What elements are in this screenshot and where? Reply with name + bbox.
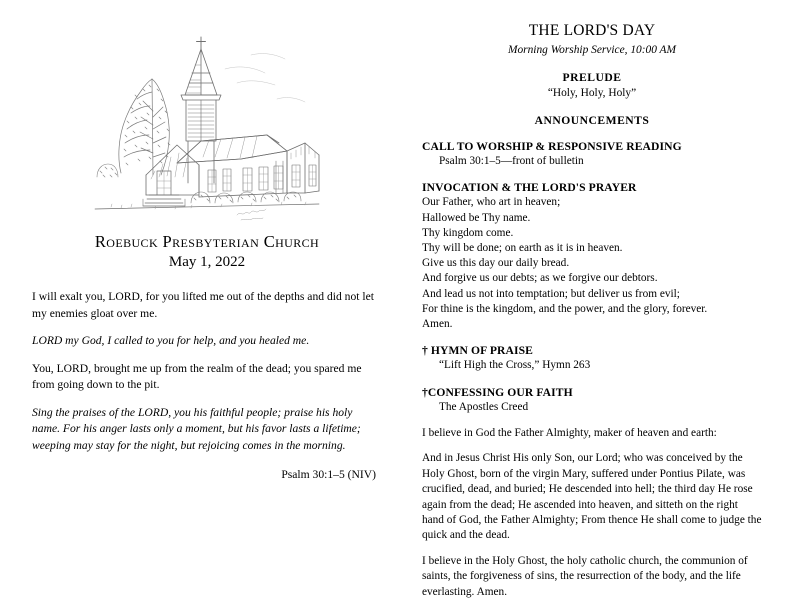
creed-paragraph: I believe in God the Father Almighty, maker of heaven and earth: (422, 426, 717, 439)
left-column (32, 22, 382, 481)
confessing-our-faith-label: CONFESSING OUR FAITH (427, 385, 573, 399)
confessing-our-faith-detail: The Apostles Creed (439, 400, 529, 413)
scripture-verse: You, LORD, brought me up from the realm of the dead; you spared me from going down to the pit. (32, 361, 362, 392)
prayer-line: Thy kingdom come. (422, 226, 514, 239)
call-to-worship-heading: CALL TO WORSHIP & RESPONSIVE READING (422, 139, 682, 153)
creed-paragraph: And in Jesus Christ His only Son, our Lord; who was conceived by the Holy Ghost, born of the virgin Mary, suffered under Pontius Pilate, was crucified, dead, and buried; He descended into hell; the third day He rose again from the dead; He ascended into heaven, and sitteth on the right hand of God, the Father Almighty; From thence He shall come to judge the quick and the dead. (422, 452, 762, 542)
church-line-drawing (32, 22, 382, 227)
dagger-symbol: † (422, 344, 428, 358)
apostles-creed-text (422, 426, 762, 600)
prelude-heading: PRELUDE (562, 71, 622, 85)
confessing-our-faith-heading (422, 385, 762, 400)
service-title: THE LORD'S DAY (528, 22, 656, 39)
church-name: Roebuck Presbyterian Church (94, 232, 320, 251)
prayer-line: Hallowed be Thy name. (422, 211, 531, 224)
prayer-line: Give us this day our daily bread. (422, 257, 570, 270)
scripture-verse: Sing the praises of the LORD, you his faithful people; praise his holy name. For his anger lasts only a moment, but his favor lasts a lifetime; weeping may stay for the night, but rejoicing comes in the morning. (32, 405, 361, 452)
creed-paragraph: I believe in the Holy Ghost, the holy catholic church, the communion of saints, the forgiveness of sins, the resurrection of the body, and the life everlasting. Amen. (422, 554, 748, 598)
call-to-worship-detail: Psalm 30:1–5—front of bulletin (439, 155, 584, 167)
lords-prayer-text (422, 195, 762, 332)
prayer-line: For thine is the kingdom, and the power, and the glory, forever. (422, 302, 708, 315)
hymn-of-praise-detail: “Lift High the Cross,” Hymn 263 (439, 359, 591, 372)
prayer-line: And forgive us our debts; as we forgive our debtors. (422, 272, 658, 285)
announcements-heading: ANNOUNCEMENTS (534, 113, 650, 127)
hymn-of-praise-label: HYMN OF PRAISE (430, 344, 533, 358)
prayer-line: And lead us not into temptation; but deliver us from evil; (422, 287, 680, 300)
service-time-line: Morning Worship Service, 10:00 AM (508, 43, 676, 56)
prelude-selection: “Holy, Holy, Holy” (547, 87, 637, 100)
prayer-line: Our Father, who art in heaven; (422, 196, 561, 209)
hymn-of-praise-heading (422, 343, 762, 358)
prayer-line: Thy will be done; on earth as it is in heaven. (422, 241, 623, 254)
bulletin-date: May 1, 2022 (168, 253, 246, 270)
church-illustration-svg (91, 25, 323, 225)
scripture-passage (32, 289, 382, 454)
right-column (422, 22, 762, 600)
scripture-citation: Psalm 30:1–5 (NIV) (281, 468, 376, 482)
scripture-verse: I will exalt you, LORD, for you lifted me out of the depths and did not let my enemies gloat over me. (32, 290, 374, 320)
scripture-verse: LORD my God, I called to you for help, and you healed me. (32, 334, 310, 348)
prayer-line: Amen. (422, 317, 453, 330)
dagger-symbol: † (422, 385, 428, 399)
invocation-heading: INVOCATION & THE LORD'S PRAYER (422, 181, 637, 195)
